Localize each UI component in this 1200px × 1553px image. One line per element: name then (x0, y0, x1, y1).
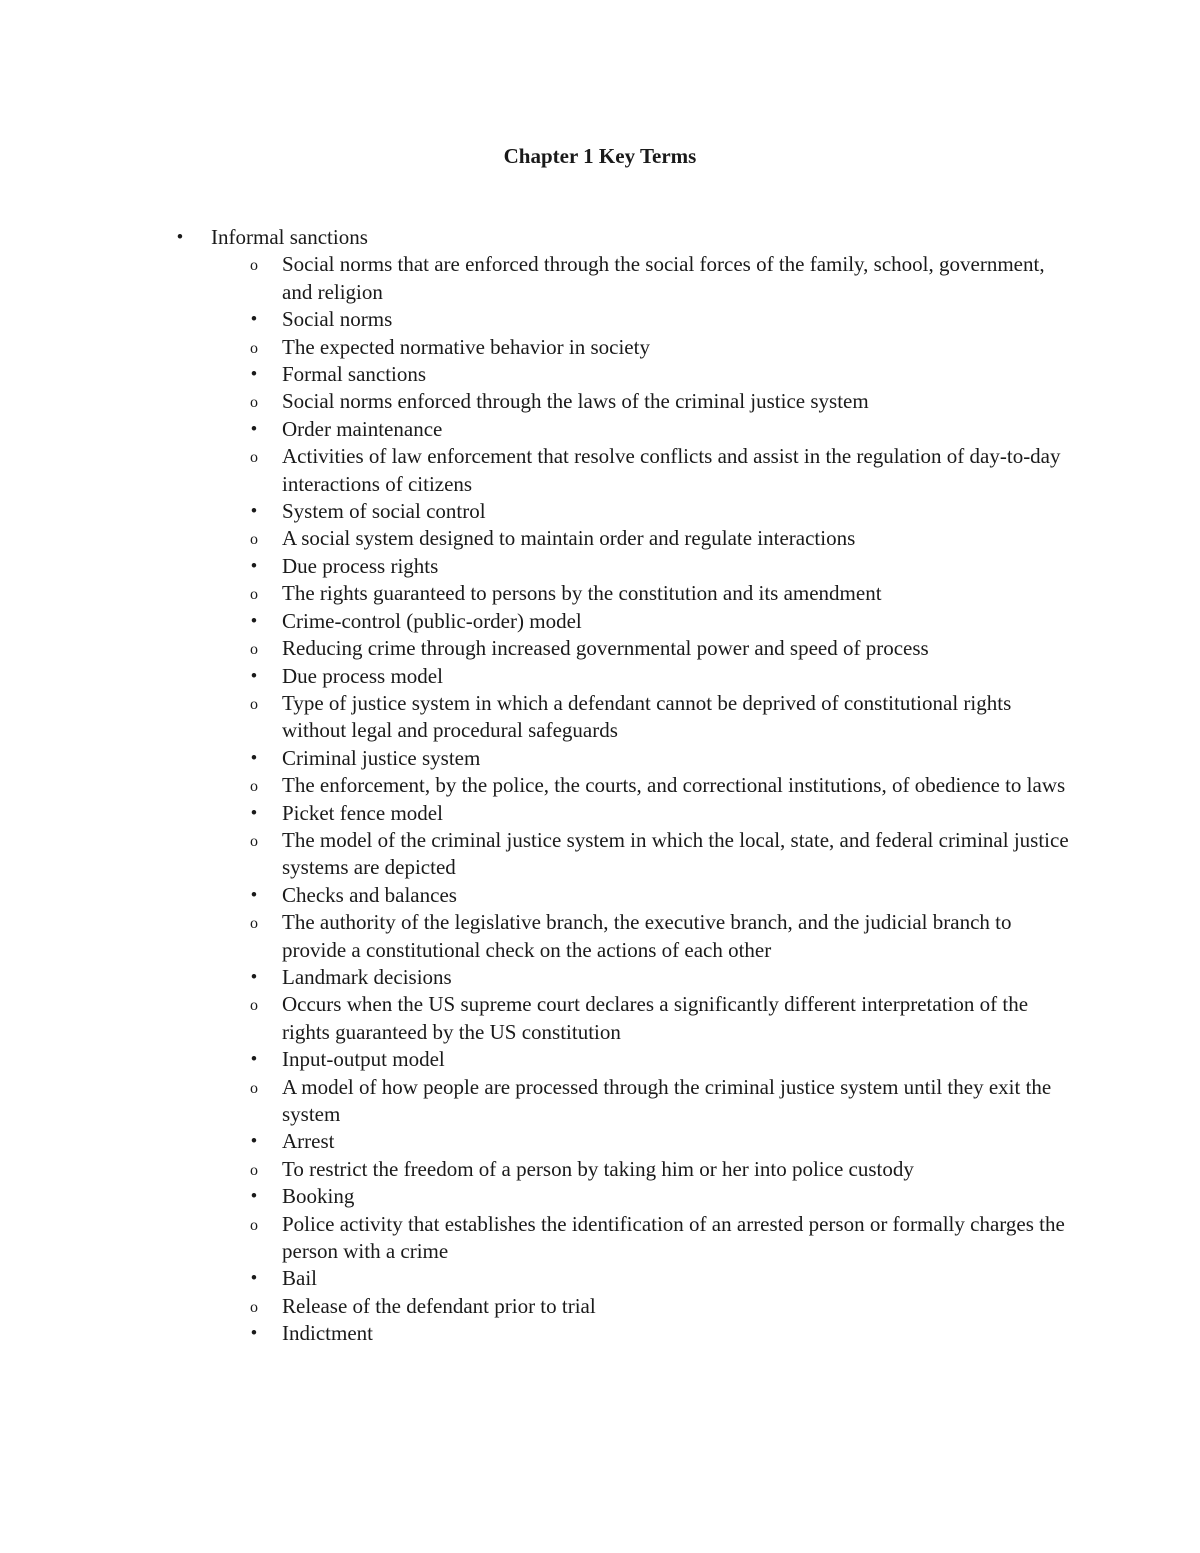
term-text: Informal sanctions (211, 225, 368, 249)
definition-text: A social system designed to maintain order and regulate interactions (282, 526, 856, 551)
bullet-icon: • (250, 802, 258, 824)
term-item (0, 608, 1200, 635)
term-text: Order maintenance (282, 416, 443, 441)
definition-text: Type of justice system in which a defendant cannot be deprived of constitutional rights without legal and procedural safeguards (282, 690, 1012, 743)
term-item (0, 1320, 1200, 1347)
bullet-icon: • (250, 418, 258, 440)
bullet-icon: • (250, 364, 258, 386)
definition-text: The expected normative behavior in society (282, 334, 650, 359)
term-item (0, 416, 1200, 443)
term-item (0, 800, 1200, 827)
definition-text: Release of the defendant prior to trial (282, 1293, 596, 1318)
circle-bullet-icon: o (250, 641, 258, 659)
definition-item (0, 1074, 1200, 1129)
term-text: Checks and balances (282, 882, 457, 907)
term-text: Bail (282, 1266, 317, 1291)
term-item (0, 306, 1200, 333)
definition-item (0, 690, 1200, 745)
term-text: Crime-control (public-order) model (282, 608, 582, 633)
bullet-icon: • (250, 747, 258, 769)
bullet-icon: • (250, 1323, 258, 1345)
definition-item (0, 525, 1200, 552)
circle-bullet-icon: o (250, 915, 258, 933)
definition-item (0, 827, 1200, 882)
term-item (0, 1183, 1200, 1210)
circle-bullet-icon: o (250, 778, 258, 796)
circle-bullet-icon: o (250, 339, 258, 357)
definition-item (0, 334, 1200, 361)
term-item (0, 224, 1200, 251)
definition-text: Social norms that are enforced through the social forces of the family, school, government, and religion (282, 252, 1045, 304)
term-text: Criminal justice system (282, 745, 481, 770)
definition-text: Activities of law enforcement that resolve conflicts and assist in the regulation of day-to-day interactions of citizens (282, 444, 1061, 496)
circle-bullet-icon: o (250, 1161, 258, 1179)
circle-bullet-icon: o (250, 1216, 258, 1234)
key-terms-list (0, 224, 1200, 1348)
term-item (0, 553, 1200, 580)
definition-text: Police activity that establishes the identification of an arrested person or formally charges the person with a crime (282, 1211, 1065, 1264)
term-text: Arrest (282, 1129, 335, 1154)
definition-text: Occurs when the US supreme court declares a significantly different interpretation of the rights guaranteed by the US constitution (282, 992, 1029, 1044)
circle-bullet-icon: o (250, 997, 258, 1015)
bullet-icon: • (250, 555, 258, 577)
bullet-icon: • (250, 1186, 258, 1208)
circle-bullet-icon: o (250, 394, 258, 412)
definition-text: The model of the criminal justice system in which the local, state, and federal criminal justice systems are depicted (282, 827, 1069, 880)
term-item (0, 663, 1200, 690)
term-item (0, 1128, 1200, 1155)
term-text: Social norms (282, 307, 393, 332)
term-item (0, 964, 1200, 991)
bullet-icon: • (250, 1131, 258, 1153)
bullet-icon: • (176, 227, 184, 248)
definition-text: The authority of the legislative branch, the executive branch, and the judicial branch to provide a constitutional check on the actions of each other (282, 910, 1012, 962)
definition-text: Reducing crime through increased governmental power and speed of process (282, 636, 929, 661)
term-item (0, 1046, 1200, 1073)
bullet-icon: • (250, 884, 258, 906)
term-item (0, 882, 1200, 909)
term-item (0, 361, 1200, 388)
circle-bullet-icon: o (250, 832, 258, 850)
page-title: Chapter 1 Key Terms (503, 144, 697, 168)
definition-text: To restrict the freedom of a person by taking him or her into police custody (282, 1156, 914, 1181)
definition-item (0, 443, 1200, 498)
bullet-icon: • (250, 966, 258, 988)
definition-item (0, 635, 1200, 662)
definition-item (0, 909, 1200, 964)
term-text: Due process rights (282, 553, 439, 578)
term-text: Indictment (282, 1321, 373, 1346)
circle-bullet-icon: o (250, 586, 258, 604)
bullet-icon: • (250, 501, 258, 523)
circle-bullet-icon: o (250, 449, 258, 467)
definition-text: Social norms enforced through the laws of the criminal justice system (282, 389, 869, 414)
definition-item (0, 1156, 1200, 1183)
term-text: Formal sanctions (282, 362, 427, 387)
bullet-icon: • (250, 665, 258, 687)
bullet-icon: • (250, 1049, 258, 1071)
bullet-icon: • (250, 309, 258, 331)
definition-item (0, 251, 1200, 306)
definition-item (0, 772, 1200, 799)
term-text: Booking (282, 1184, 355, 1209)
circle-bullet-icon: o (250, 1298, 258, 1316)
definition-item (0, 991, 1200, 1046)
term-text: System of social control (282, 499, 486, 524)
circle-bullet-icon: o (250, 257, 258, 275)
term-text: Picket fence model (282, 800, 443, 825)
term-text: Input-output model (282, 1047, 445, 1072)
term-item (0, 1265, 1200, 1292)
definition-text: The rights guaranteed to persons by the constitution and its amendment (282, 581, 882, 606)
definition-item (0, 1211, 1200, 1266)
circle-bullet-icon: o (250, 1079, 258, 1097)
circle-bullet-icon: o (250, 695, 258, 713)
term-text: Due process model (282, 663, 443, 688)
term-item (0, 498, 1200, 525)
term-item (0, 745, 1200, 772)
definition-item (0, 580, 1200, 607)
definition-item (0, 388, 1200, 415)
definition-item (0, 1293, 1200, 1320)
definition-text: The enforcement, by the police, the courts, and correctional institutions, of obedience to laws (282, 773, 1066, 798)
circle-bullet-icon: o (250, 531, 258, 549)
bullet-icon: • (250, 610, 258, 632)
definition-text: A model of how people are processed through the criminal justice system until they exit the system (282, 1074, 1052, 1126)
term-text: Landmark decisions (282, 964, 452, 989)
bullet-icon: • (250, 1268, 258, 1290)
